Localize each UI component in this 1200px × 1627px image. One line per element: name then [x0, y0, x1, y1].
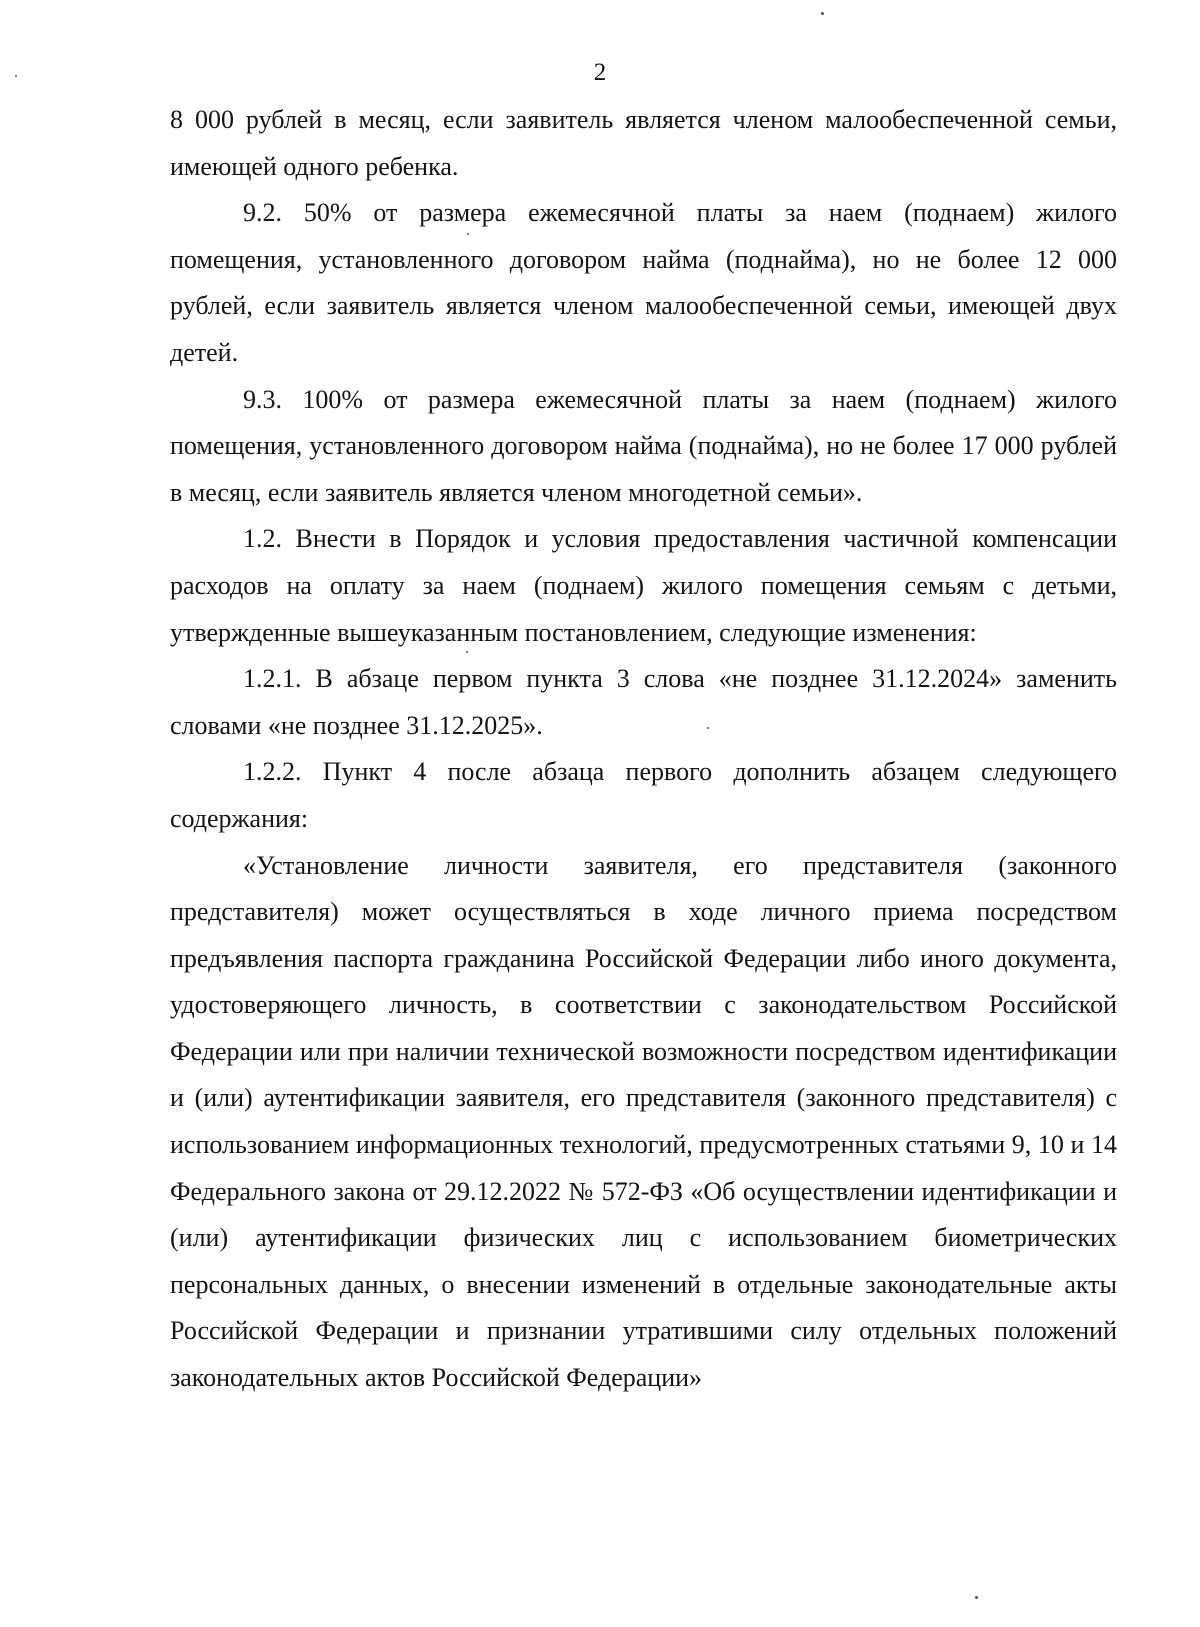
scan-speck [15, 75, 17, 77]
paragraph-1-2-2: 1.2.2. Пункт 4 после абзаца первого дополнить абзацем следующего содержания: [170, 757, 1117, 833]
document-body [170, 97, 1117, 1402]
scan-speck [975, 1596, 978, 1599]
paragraph-1-2-1: 1.2.1. В абзаце первом пункта 3 слова «не позднее 31.12.2024» заменить словами «не позднее 31.12.2025». [170, 664, 1117, 740]
scan-speck [821, 12, 824, 15]
scan-speck [707, 727, 709, 729]
scan-speck [466, 651, 468, 653]
page-number: 2 [593, 59, 607, 86]
paragraph-continuation: 8 000 рублей в месяц, если заявитель является членом малообеспеченной семьи, имеющей одного ребенка. [170, 105, 1117, 181]
paragraph-9-3: 9.3. 100% от размера ежемесячной платы за наем (поднаем) жилого помещения, установленного договором найма (поднайма), но не более 17 000 рублей в месяц, если заявитель является членом многодетной семьи». [170, 384, 1117, 507]
paragraph-9-2: 9.2. 50% от размера ежемесячной платы за наем (поднаем) жилого помещения, установленного договором найма (поднайма), но не более 12 000 рублей, если заявитель является членом малообеспеченной семьи, имеющей двух детей. [170, 198, 1117, 367]
paragraph-1-2: 1.2. Внести в Порядок и условия предоставления частичной компенсации расходов на оплату за наем (поднаем) жилого помещения семьям с детьми, утвержденные вышеуказанным постановлением, следующие изменения: [170, 524, 1117, 647]
paragraph-quoted-insert: «Установление личности заявителя, его представителя (законного представителя) может осуществляться в ходе личного приема посредством предъявления паспорта гражданина Российской Федерации либо иного документа, удостоверяющего личность, в соответствии с законодательством Российской Федерации или при наличии технической возможности посредством идентификации и (или) аутентификации заявителя, его представителя (законного представителя) с использованием информационных технологий, предусмотренных статьями 9, 10 и 14 Федерального закона от 29.12.2022 № 572-ФЗ «Об осуществлении идентификации и (или) аутентификации физических лиц с использованием биометрических персональных данных, о внесении изменений в отдельные законодательные акты Российской Федерации и признании утратившими силу отдельных положений законодательных актов Российской Федерации» [170, 850, 1117, 1393]
scan-speck [467, 233, 469, 235]
